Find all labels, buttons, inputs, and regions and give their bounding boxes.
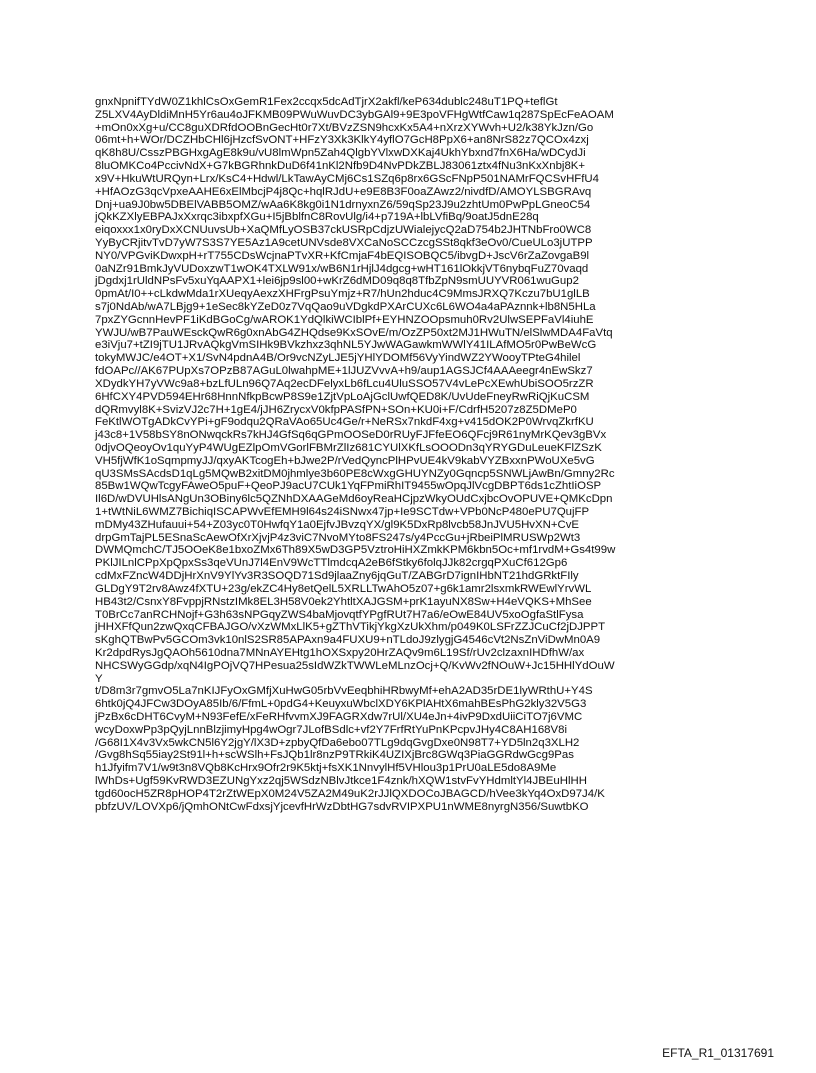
text-line: 0aNZr91BmkJyVUDoxzwT1wOK4TXLW91x/wB6N1rHjlJ4dgcg+wHT161lOkkjVT6nybqFuZ70vaqd [95,262,589,275]
text-line: tokyMWJC/e4OT+X1/SvN4pdnA4B/Or9vcNZyLJE5jYHlYDOMf56VyYindWZ2YWooyTPteG4hilel [95,352,581,365]
encoded-text-block [95,96,775,814]
text-line: 0pmAt/I0++cLkdwMda1rXUeqyAexzXHFrgPsuYmjz+R7/hUn2hduc4C9MmsJRXQ7Kczu7bU1glLB [95,288,590,301]
text-line: drpGmTajPL5ESnaScAewOfXrXjvjP4z3viC7NvoMYto8FS247s/y4PccGu+jRbeiPlMRUSWp2Wt3 [95,531,581,544]
text-line: gnxNpnifTYdW0Z1khlCsOxGemR1Fex2ccqx5dcAdTjrX2akfl/keP634dublc248uT1PQ+teflGt [95,96,558,108]
text-line: PKlJILnlCPpXpQpxSs3qeVUnJ7l4EnV9WcTTlmdcqA2eB6fStky6folqJJk82crgqPXuCf612Gp6 [95,557,568,570]
text-line: HB43t2/CsnxY8FvppjRNstzIMk8EL3H58V0ek2YhtltXAJGSM+prK1ayuNX8Sw+H4eVQKS+MhSee [95,595,592,608]
text-line: t/D8m3r7gmvO5La7nKIJFyOxGMfjXuHwG05rbVvEeqbhiHRbwyMf+ehA2AD35rDE1lyWRthU+Y4S [95,685,593,698]
text-line: NY0/VPGviKDwxpH+rT755CDsWcjnaPTvXR+KfCmjaF4bEQISOBQC5/ibvgD+JscV6rZaZovgaB9l [95,249,590,262]
text-line: 1+tWtNiL6WMZ7BichiqISCAPWvEfEMH9l64s24iSNwx47jp+Ie9SCTdw+VPb0NcP480ePU7QujFP [95,506,590,518]
document-id-label: EFTA_R1_01317691 [662,1046,774,1060]
text-line: cdMxFZncW4DDjHrXnV9YlYv3R3SOQD71Sd9jlaaZny6jqGuT/ZABGrD7ignIHbNT21hdGRktFIly [95,570,579,583]
text-line: tgd60ocH5ZR8pHOP4T2rZtWEpX0M24V5ZA2M49uK2rJJlQXDOCoJBAGCD/hVee3kYq4OxD97J4/K [95,787,605,800]
text-line: wcyDoxwPp3pQyjLnnBlzjimyHpg4wOgr7JLofBSdlc+vf2Y7FrfRtYuPnKPcpvJHy4C8AH168V8i [95,723,567,736]
text-line: Z5LXV4AyDldiMnH5Yr6au4oJFKMB09PWuWuvDC3ybGAl9+9E3poVFHgWtfCaw1q287SpEcFeAOAM [95,108,614,121]
text-line: Y [95,672,103,685]
text-line: T0BrCc7anRCHNojf+G3h63sNPGqyZWS4baMjovqtfYPgfRUt7H7a6/eOwE84UV5xoOgfaStlFysa [95,608,584,621]
text-line: jPzBx6cDHT6CvyM+N93FefE/xFeRHfvvmXJ9FAGRXdw7rUl/XU4eJn+4ivP9DxdUiiCiTO7j6VMC [95,711,583,723]
text-line: fdOAPc//AK67PUpXs7OPzB87AGuL0lwahpME+1lJUZVvvA+h9/aup1AGSJCf4AAAeegr4nEwSkz7 [95,365,593,378]
text-line: 6htk0jQ4JFCw3DOyA85Ib/6/FfmL+0pdG4+KeuyxuWbclXDY6KPlAHtX6mahBEsPhG2kly32V5G3 [95,698,587,711]
text-line: dQRmvyl8K+SvizVJ2c7H+1gE4/jJH6ZrycxV0kfpPASfPN+SOn+KU0i+F/CdrfH5207z8Z5DMeP0 [95,403,577,416]
text-line: e3iVju7+tZI9jTU1JRvAQkgVmSIHk9BVkzhxz3qhNL5YJwWAGawkmWWlY41ILAfMO5r0PwBeWcG [95,339,597,352]
text-line: FeKtlWOTgADkCvYPi+gF9odqu2QRaVAo65Uc4Ge/r+NeRSx7nkdF4xg+v415dOK2P0WrvqZkrfKU [95,416,594,429]
text-line: qK8h8U/CsszPBGHxgAgE8k9u/vU8lmWpn5Zah4QlgbYVlxwDXKaj4UkhYbxnd7fnX6Ha/wDCydJi [95,147,586,160]
text-line: /Gvg8hSq55iay2St91l+h+scWSlh+FsJQb1lr8nzP9TRkiK4UZIXjBrc8GWq3PiaGGRdwGcg9Pas [95,749,574,762]
text-line: 8luOMKCo4PccivNdX+G7kBGRhnkDuD6f41nKl2Nfb9D4NvPDkZBLJ83061ztx4fNu3nKxXnbj8K+ [95,160,586,173]
text-line: XDydkYH7yVWc9a8+bzLfULn96Q7Aq2ecDFelyxLb6fLcu4UluSSO57V4vLePcXEwhUbiSOO5rzZR [95,377,594,390]
text-line: +HfAOzG3qcVpxeAAHE6xElMbcjP4j8Qc+hqlRJdU+e9E8B3F0oaZAwz2/nivdfD/AMOYLSBGRAvq [95,185,592,198]
text-line: h1Jfyifm7V1/w9t3n8VQb8KcHrx9Ofr2r9K5ktj+fsXK1NnvylHf5VHlou3p1PrU0aLE5do8A9Me [95,762,557,775]
text-line: Il6D/wDVUHlsANgUn3OBiny6lc5QZNhDXAAGeMd6oyReaHCjpzWkyOUdCxjbcOvOPUVE+QMKcDpn [95,493,613,506]
text-line: YyByCRjitvTvD7yW7S3S7YE5Az1A9cetUNVsde8VXCaNoSCCzcgSSt8qkf3eOv0/CueULo3jUTPP [95,236,593,249]
text-line: jHHXFfQun2zwQxqCFBAJGO/vXzWMxLlK5+gZThVTikjYkgXzUkXhm/p049K0LSFrZZJCuCf2jDJPPT [95,621,606,634]
text-line: YWJU/wB7PauWEsckQwR6g0xnAbG4ZHQdse9KxSOvE/m/OzZP50xt2MJ1HWuTN/elSlwMDA4FaVtq [95,326,613,339]
text-line: jDgdxj1rUldNPsFv5xuYqAAPX1+lei6jp9sl00+wKrZ6dMD09q8q8TfbZpN9smUUYVR061wuGup2 [95,275,579,288]
text-line: 85Bw1WQwTcgyFAweO5puF+QeoPJ9acU7CUk1YqFPmiRhIT9455wOpqJlVcgDBPT6ds1cZhtIiOSP [95,480,602,493]
text-line: NHCSWyGGdp/xqN4IgPOjVQ7HPesua25sIdWZkTWWLeMLnzOcj+Q/KvWv2fNOuW+Jc15HHlYdOuW [95,659,615,672]
text-line: sKghQTBwPv5GCOm3vk10nlS2SR85APAxn9a4FUXU9+nTLdoJ9zlygjG4546cVt2NsZnViDwMn0A9 [95,634,601,647]
text-line: eiqoxxx1x0ryDxXCNUuvsUb+XaQMfLyOSB37ckUSRpCdjzUWialejycQ2aD754b2JHTNbFro0WC8 [95,224,592,237]
text-line: 0djvOQeoyOv1quYyP4WUgEZlpOmVGorlFBMrZlIz681CYUlXKfLsOOODn3qYRYGDuLeueKFlZSzK [95,441,602,454]
text-line: Kr2dpdRysJgQAOh5610dna7MNnAYEHtg1hOXSxpy20HrZAQv9m6L19Sf/rUv2clzaxnIHDfhW/ax [95,646,585,659]
text-line: mDMy43ZHufauui+54+Z03yc0T0HwfqY1a0EjfvJBvzqYX/gl9K5DxRp8lvcb58JnJVU5HvXN+CvE [95,518,580,531]
text-line: Dnj+ua9J0bw5DBElVABB5OMZ/wAa6K8kg0i1N1drnyxnZ6/59qSp23J9u2zhtUm0PwPpLGneoC54 [95,198,591,211]
text-line: qU3SMsSAcdsD1qLg5MQwB2xitDM0jhmlye3b60PE8cWxgGHUYNZy0Gqncp5SNWLjAwBn/Gmny2Rc [95,467,615,480]
text-line: +mOn0xXg+u/CC8guXDRfdOOBnGecHt0r7Xt/BVzZSN9hcxKx5A4+nXrzXYWvh+U2/k38YkJzn/Go [95,121,594,134]
text-line: x9V+HkuWtURQyn+Lrx/KsC4+Hdwl/LkTawAyCMj6Cs1SZq6p8rx6GScFNpP501NAMrFQCSvHFfU4 [95,172,599,185]
text-line: jQkKZXlyEBPAJxXxrqc3ibxpfXGu+I5jBblfnC8RovUlg/i4+p719A+lbLVfiBq/9oatJ5dnE28q [95,211,539,224]
text-line: 7pxZYGcnnHevPF1iKdBGoCg/wAROK1YdQlkiWCIblPf+EYHNZOOpsmuh0Rv2UlwSEPFaVl4iuhE [95,313,594,326]
text-line: DWMQmchC/TJ5OOeK8e1bxoZMx6Th89X5wD3GP5VztroHiHXZmkKPM6kbn5Oc+mf1rvdM+Gs4t99w [95,544,616,557]
text-line: VH5fjWfK1oSqmpmyJJ/qxyAKTcogEh+bJwe2P/rVedQyncPlHPvUE4kV9kabVYZBxxnPWoUXe5vG [95,454,595,467]
text-line: lWhDs+Ugf59KvRWD3EZUNgYxz2qj5WSdzNBlvJtkce1F4znk/hXQW1stvFvYHdmltYl4JBEuHlHH [95,775,587,788]
text-line: /G68I1X4v3Vx5wkCN5l6Y2jgY/lX3D+zpbyQfDa6ebo07TLg9dqGvgDxe0N98T7+YD5ln2q3XLH2 [95,736,580,749]
text-line: pbfzUV/LOVXp6/jQmhONtCwFdxsjYjcevfHrWzDbtHG7sdvRVIPXPU1nWME8nyrgN356/SuwtbKO [95,800,589,813]
text-line: j43c8+1V58bSY8nONwqckRs7kHJ4GfSq6qGPmOOSeD0rRUyFJFfeEO6QFcj9R61nyMrKQev3gBVx [95,429,607,442]
text-line: GLDgY9T2rv8Awz4fXTU+23g/ekZC4Hy8etQelL5XRLLTwAhO5z07+g6k1amr2lsxmkRWEwlYrvWL [95,582,592,595]
text-line: s7j0NdAb/wA7LBjg9+1eSec8kYZeD0z7VqQao9uVDgkdPXArCUXc6L6WO4a4aPAznnk+lb8N5HLa [95,301,596,313]
text-line: 6HfCXY4PVD594EHr68HnnNfkpBcwP8S9e1ZjtVpLoAjGclUwfQED8K/UvUdeFneyRwRiQjKuCSM [95,390,590,403]
text-line: 06mt+h+WOr/DCZHbCHl6jHzcfSvONT+HFzY3Xk3KlkY4yflO7GcH8PpX6+an8NrS82z7QCOx4zxj [95,134,589,147]
